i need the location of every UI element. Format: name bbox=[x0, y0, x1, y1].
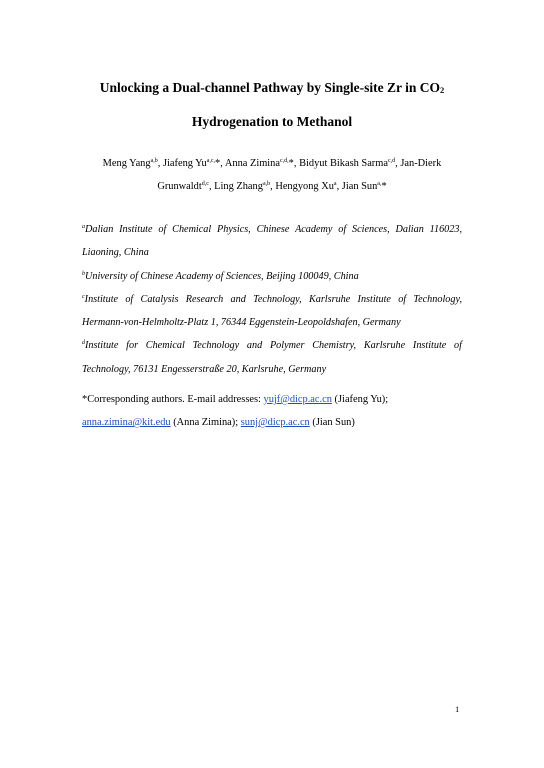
email-link-yu[interactable]: yujf@dicp.ac.cn bbox=[263, 394, 332, 405]
affiliation-text: Institute for Chemical Technology and Polymer Chemistry, Karlsruhe Institute of bbox=[85, 340, 462, 352]
author-affil-sup: a, bbox=[377, 181, 382, 187]
author-name: Jiafeng Yu bbox=[162, 158, 207, 169]
affiliation-sup: a bbox=[82, 224, 85, 230]
title-line-1-text: Unlocking a Dual-channel Pathway by Single-site Zr in CO bbox=[99, 80, 441, 95]
email-link-sun[interactable]: sunj@dicp.ac.cn bbox=[240, 417, 310, 428]
paper-title bbox=[70, 72, 474, 137]
author-name: Meng Yang bbox=[102, 158, 151, 169]
author-affil-sup: c,d bbox=[387, 158, 396, 164]
author-list bbox=[70, 152, 474, 198]
title-subscript: 2 bbox=[440, 85, 445, 95]
correspondence-line-1 bbox=[82, 388, 472, 411]
author-affil-sup: d,c bbox=[201, 181, 209, 187]
affiliation-text: University of Chinese Academy of Sciences, Beijing 100049, China bbox=[85, 270, 359, 282]
title-line-2: Hydrogenation to Methanol bbox=[191, 114, 353, 129]
title-line-1 bbox=[70, 72, 474, 106]
affiliation-a bbox=[82, 218, 462, 265]
affiliation-sup: c bbox=[82, 293, 85, 300]
author-sep: , bbox=[395, 158, 401, 169]
author-name-part: Jan-Dierk bbox=[400, 158, 442, 169]
correspondence-name: (Jian Sun) bbox=[309, 417, 355, 428]
correspondence-name: (Anna Zimina); bbox=[170, 417, 241, 428]
author-sep: , bbox=[157, 158, 163, 169]
author-affil-sup: a,b bbox=[150, 158, 158, 164]
correspondence-intro: *Corresponding authors. E-mail addresses: bbox=[82, 394, 264, 405]
author-sep: , bbox=[336, 181, 342, 192]
author-name-part: Grunwaldt bbox=[157, 181, 202, 192]
author-affil-sup: a,c, bbox=[206, 158, 216, 164]
author-name: Jian Sun bbox=[341, 181, 378, 192]
affiliation-sup: b bbox=[82, 270, 85, 277]
author-affil-sup: a bbox=[333, 181, 337, 187]
affiliation-text-cont: Liaoning, China bbox=[82, 247, 149, 259]
author-name: Ling Zhang bbox=[214, 181, 263, 192]
author-line-2 bbox=[70, 175, 474, 198]
author-name: Bidyut Bikash Sarma bbox=[299, 158, 388, 169]
affiliation-b bbox=[82, 265, 462, 288]
affiliation-text: Institute of Catalysis Research and Technology, Karlsruhe Institute of Technology, bbox=[84, 293, 462, 305]
author-sep: * bbox=[381, 181, 387, 192]
affiliation-d bbox=[82, 334, 462, 381]
author-sep: *, bbox=[288, 158, 300, 169]
affiliation-text: Dalian Institute of Chemical Physics, Chinese Academy of Sciences, Dalian 116023, bbox=[85, 224, 462, 235]
affiliation-list bbox=[82, 218, 462, 381]
affiliation-text-cont: Hermann-von-Helmholtz-Platz 1, 76344 Eggenstein-Leopoldshafen, Germany bbox=[82, 317, 401, 329]
author-sep: , bbox=[208, 181, 215, 192]
correspondence-name: (Jiafeng Yu); bbox=[331, 394, 389, 405]
correspondence-line-2 bbox=[82, 411, 472, 434]
author-name: Hengyong Xu bbox=[275, 181, 334, 192]
correspondence-note bbox=[82, 388, 472, 434]
author-affil-sup: a,b bbox=[262, 181, 271, 187]
affiliation-text-cont: Technology, 76131 Engesserstraße 20, Karlsruhe, Germany bbox=[82, 363, 327, 375]
author-sep: *, bbox=[215, 158, 225, 169]
author-affil-sup: c,d, bbox=[280, 158, 289, 164]
affiliation-sup: d bbox=[82, 340, 85, 347]
author-line-1 bbox=[70, 152, 474, 175]
email-link-zimina[interactable]: anna.zimina@kit.edu bbox=[82, 417, 171, 428]
page-number: 1 bbox=[455, 704, 460, 714]
author-name: Anna Zimina bbox=[224, 158, 280, 169]
affiliation-c bbox=[82, 288, 462, 335]
author-sep: , bbox=[270, 181, 276, 192]
